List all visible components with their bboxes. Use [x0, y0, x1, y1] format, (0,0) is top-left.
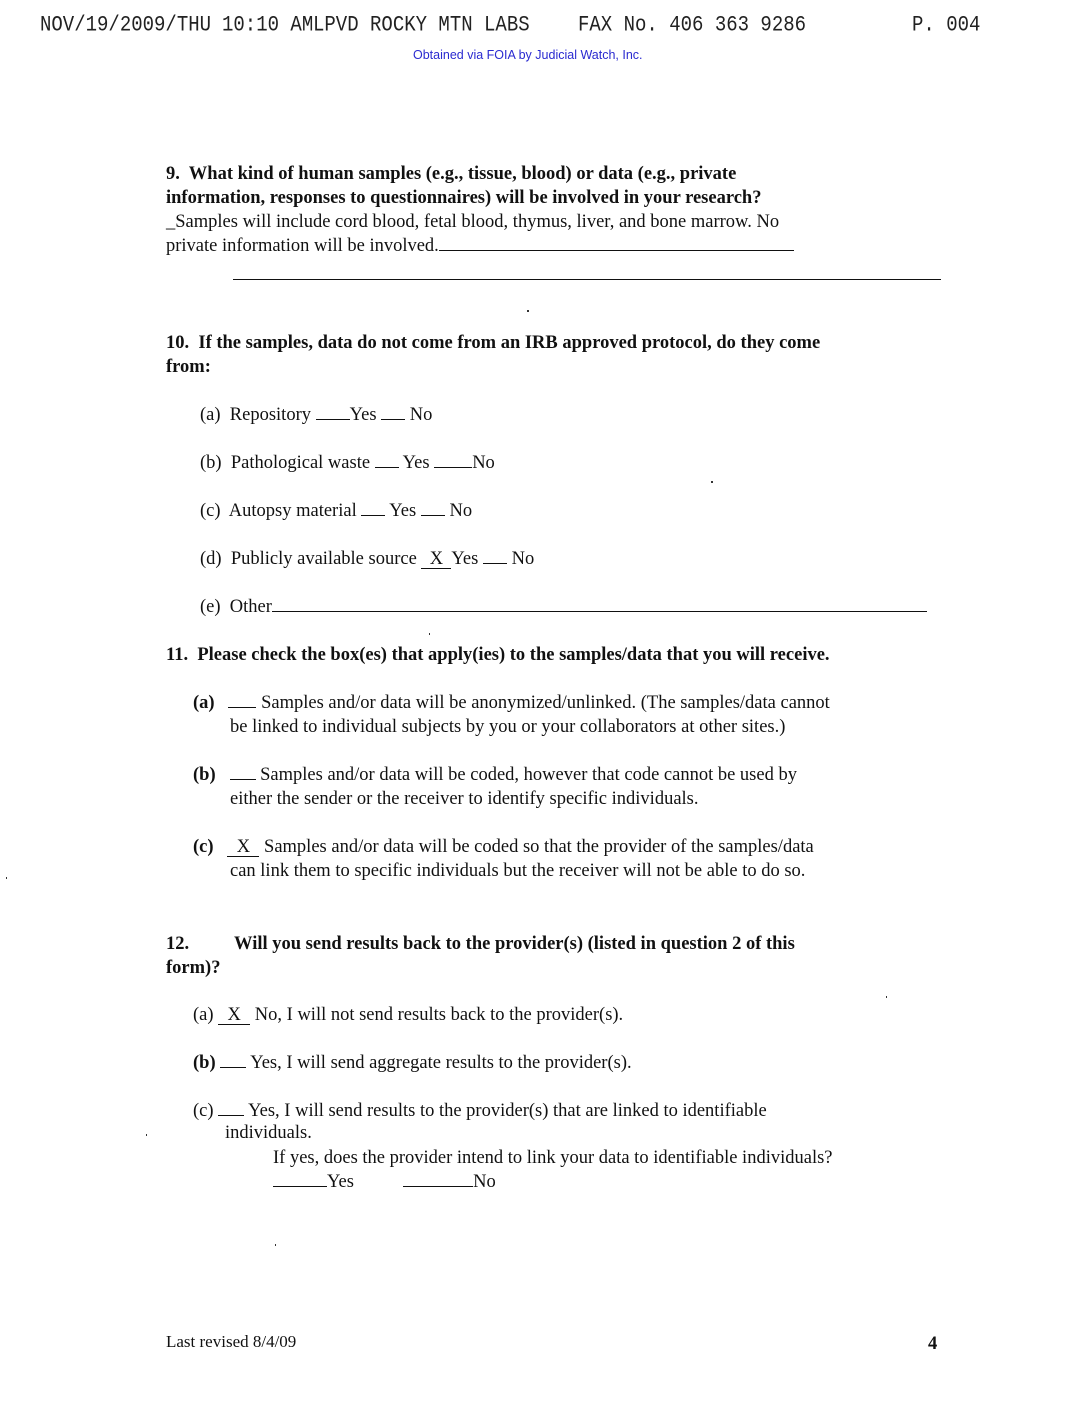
q11-text: Please check the box(es) that apply(ies) to the samples/data that you will receive.: [197, 645, 830, 665]
q12-question-line2: form)?: [166, 958, 221, 978]
q10-question-line1: [166, 331, 820, 355]
q10-option-c-no-blank[interactable]: [421, 515, 445, 516]
q9-answer-extra-line[interactable]: [233, 279, 941, 280]
q9-number: 9.: [166, 164, 180, 184]
q11-option-b-letter: (b): [193, 765, 216, 785]
q11-option-b-text-line2: either the sender or the receiver to identify specific individuals.: [230, 789, 699, 809]
q10-option-d-yes-label: Yes: [451, 549, 479, 569]
q10-option-b-no-label: No: [472, 453, 495, 473]
q10-option-a-no-label: No: [409, 405, 433, 425]
q10-option-d-yes-blank[interactable]: X: [421, 550, 451, 569]
q11-number: 11.: [166, 645, 189, 665]
q10-option-e: [200, 595, 927, 619]
scan-speck: [275, 1244, 276, 1246]
q10-question-line2: from:: [166, 357, 211, 377]
q12-option-b-checkbox[interactable]: [220, 1067, 246, 1068]
q11-option-b-checkbox[interactable]: [230, 779, 256, 780]
footer-page-number: 4: [928, 1334, 938, 1354]
q11-option-b: [193, 763, 797, 787]
q12-option-a-text: No, I will not send results back to the provider(s).: [254, 1005, 624, 1025]
q10-option-a-letter: (a): [200, 405, 221, 425]
q10-option-a-no-blank[interactable]: [381, 419, 405, 420]
q10-option-c-no-label: No: [449, 501, 473, 521]
q10-option-c-yes-label: Yes: [389, 501, 417, 521]
q12-option-b-text: Yes, I will send aggregate results to the provider(s).: [250, 1053, 632, 1073]
q10-option-d-no-label: No: [511, 549, 535, 569]
q12-option-a: [193, 1003, 623, 1027]
q11-option-a-text-line2: be linked to individual subjects by you or your collaborators at other sites.): [230, 717, 786, 737]
q10-text-line1: If the samples, data do not come from an IRB approved protocol, do they come: [198, 333, 821, 353]
q10-option-b-letter: (b): [200, 453, 222, 473]
q12-number: 12.: [166, 934, 190, 954]
q9-answer-line2: [166, 234, 794, 258]
q10-option-c-label: Autopsy material: [228, 501, 357, 521]
q11-option-b-text-line1: Samples and/or data will be coded, however that code cannot be used by: [260, 765, 797, 785]
q12-option-a-letter: (a): [193, 1005, 214, 1025]
q11-question: [166, 643, 830, 667]
fax-page: P. 004: [912, 12, 981, 38]
q10-option-b-label: Pathological waste: [230, 453, 371, 473]
footer-revised: Last revised 8/4/09: [166, 1332, 297, 1351]
q9-text-line1: What kind of human samples (e.g., tissue, blood) or data (e.g., private: [188, 164, 737, 184]
q12-question-line1: [166, 932, 795, 956]
q12-followup-question: If yes, does the provider intend to link your data to identifiable individuals?: [273, 1148, 833, 1168]
q10-option-b: [200, 451, 495, 475]
scan-speck: [429, 633, 430, 635]
q11-option-a-checkbox[interactable]: [228, 707, 256, 708]
scan-speck: [527, 310, 529, 312]
q11-option-a: [193, 691, 830, 715]
q9-question-line2: information, responses to questionnaires) will be involved in your research?: [166, 188, 762, 208]
q12-option-c-letter: (c): [193, 1101, 214, 1121]
q12-text-line1: Will you send results back to the provider(s) (listed in question 2 of this: [234, 934, 795, 954]
q10-other-input[interactable]: [272, 611, 927, 612]
q12-followup-answers: [273, 1170, 496, 1194]
fax-time: 10:10 AM: [222, 12, 314, 38]
q12-option-a-checkbox[interactable]: X: [218, 1006, 250, 1025]
q12-option-c: [193, 1099, 767, 1123]
q9-answer-blank[interactable]: [439, 249, 794, 251]
q10-option-e-letter: (e): [200, 597, 221, 617]
q11-option-c-checkbox[interactable]: X: [227, 838, 259, 857]
q10-option-a-yes-label: Yes: [349, 405, 377, 425]
q10-option-b-no-blank[interactable]: [434, 467, 472, 468]
q10-option-d-no-blank[interactable]: [483, 563, 507, 564]
scan-speck: [146, 1134, 147, 1136]
q10-option-b-yes-label: Yes: [402, 453, 430, 473]
q12-followup-yes-label: Yes: [327, 1172, 354, 1192]
q12-followup-no-blank[interactable]: [403, 1186, 473, 1187]
q10-number: 10.: [166, 333, 190, 353]
fax-sender: LPVD ROCKY MTN LABS: [313, 12, 530, 38]
q10-option-c-yes-blank[interactable]: [361, 515, 385, 516]
q11-option-a-text-line1: Samples and/or data will be anonymized/unlinked. (The samples/data cannot: [261, 693, 830, 713]
q12-followup-no-label: No: [473, 1172, 496, 1192]
q9-answer-text: private information will be involved.: [166, 236, 439, 256]
q12-option-b-letter: (b): [193, 1053, 216, 1073]
q12-followup-yes-blank[interactable]: [273, 1186, 327, 1187]
q10-option-c: [200, 499, 472, 523]
q10-option-b-yes-blank[interactable]: [375, 467, 399, 468]
q10-option-d-letter: (d): [200, 549, 222, 569]
q11-option-c-letter: (c): [193, 837, 214, 857]
q10-option-d-label: Publicly available source: [230, 549, 417, 569]
q10-option-e-label: Other: [229, 597, 272, 617]
q10-option-a-label: Repository: [229, 405, 311, 425]
scan-speck: [6, 877, 7, 879]
q12-option-c-text-line1: Yes, I will send results to the provider(s) that are linked to identifiable: [248, 1101, 767, 1121]
q12-option-b: [193, 1051, 632, 1075]
q11-option-c: [193, 835, 814, 859]
foia-watermark: Obtained via FOIA by Judicial Watch, Inc.: [413, 48, 643, 62]
q12-option-c-text-line2: individuals.: [225, 1123, 312, 1143]
q12-option-c-checkbox[interactable]: [218, 1115, 244, 1116]
fax-number: FAX No. 406 363 9286: [578, 12, 807, 38]
q10-option-a: [200, 403, 432, 427]
q11-option-c-text-line2: can link them to specific individuals but the receiver will not be able to do so.: [230, 861, 806, 881]
q11-option-c-text-line1: Samples and/or data will be coded so that the provider of the samples/data: [264, 837, 814, 857]
q10-option-c-letter: (c): [200, 501, 221, 521]
scan-speck: [886, 996, 887, 998]
q11-option-a-letter: (a): [193, 693, 215, 713]
q9-answer-line1: _Samples will include cord blood, fetal blood, thymus, liver, and bone marrow. No: [166, 212, 780, 232]
q10-option-d: [200, 547, 534, 571]
scan-speck: [711, 481, 713, 483]
q10-option-a-yes-blank[interactable]: [316, 419, 350, 420]
q9-question-line1: [166, 162, 736, 186]
fax-date: NOV/19/2009/THU: [40, 12, 212, 38]
